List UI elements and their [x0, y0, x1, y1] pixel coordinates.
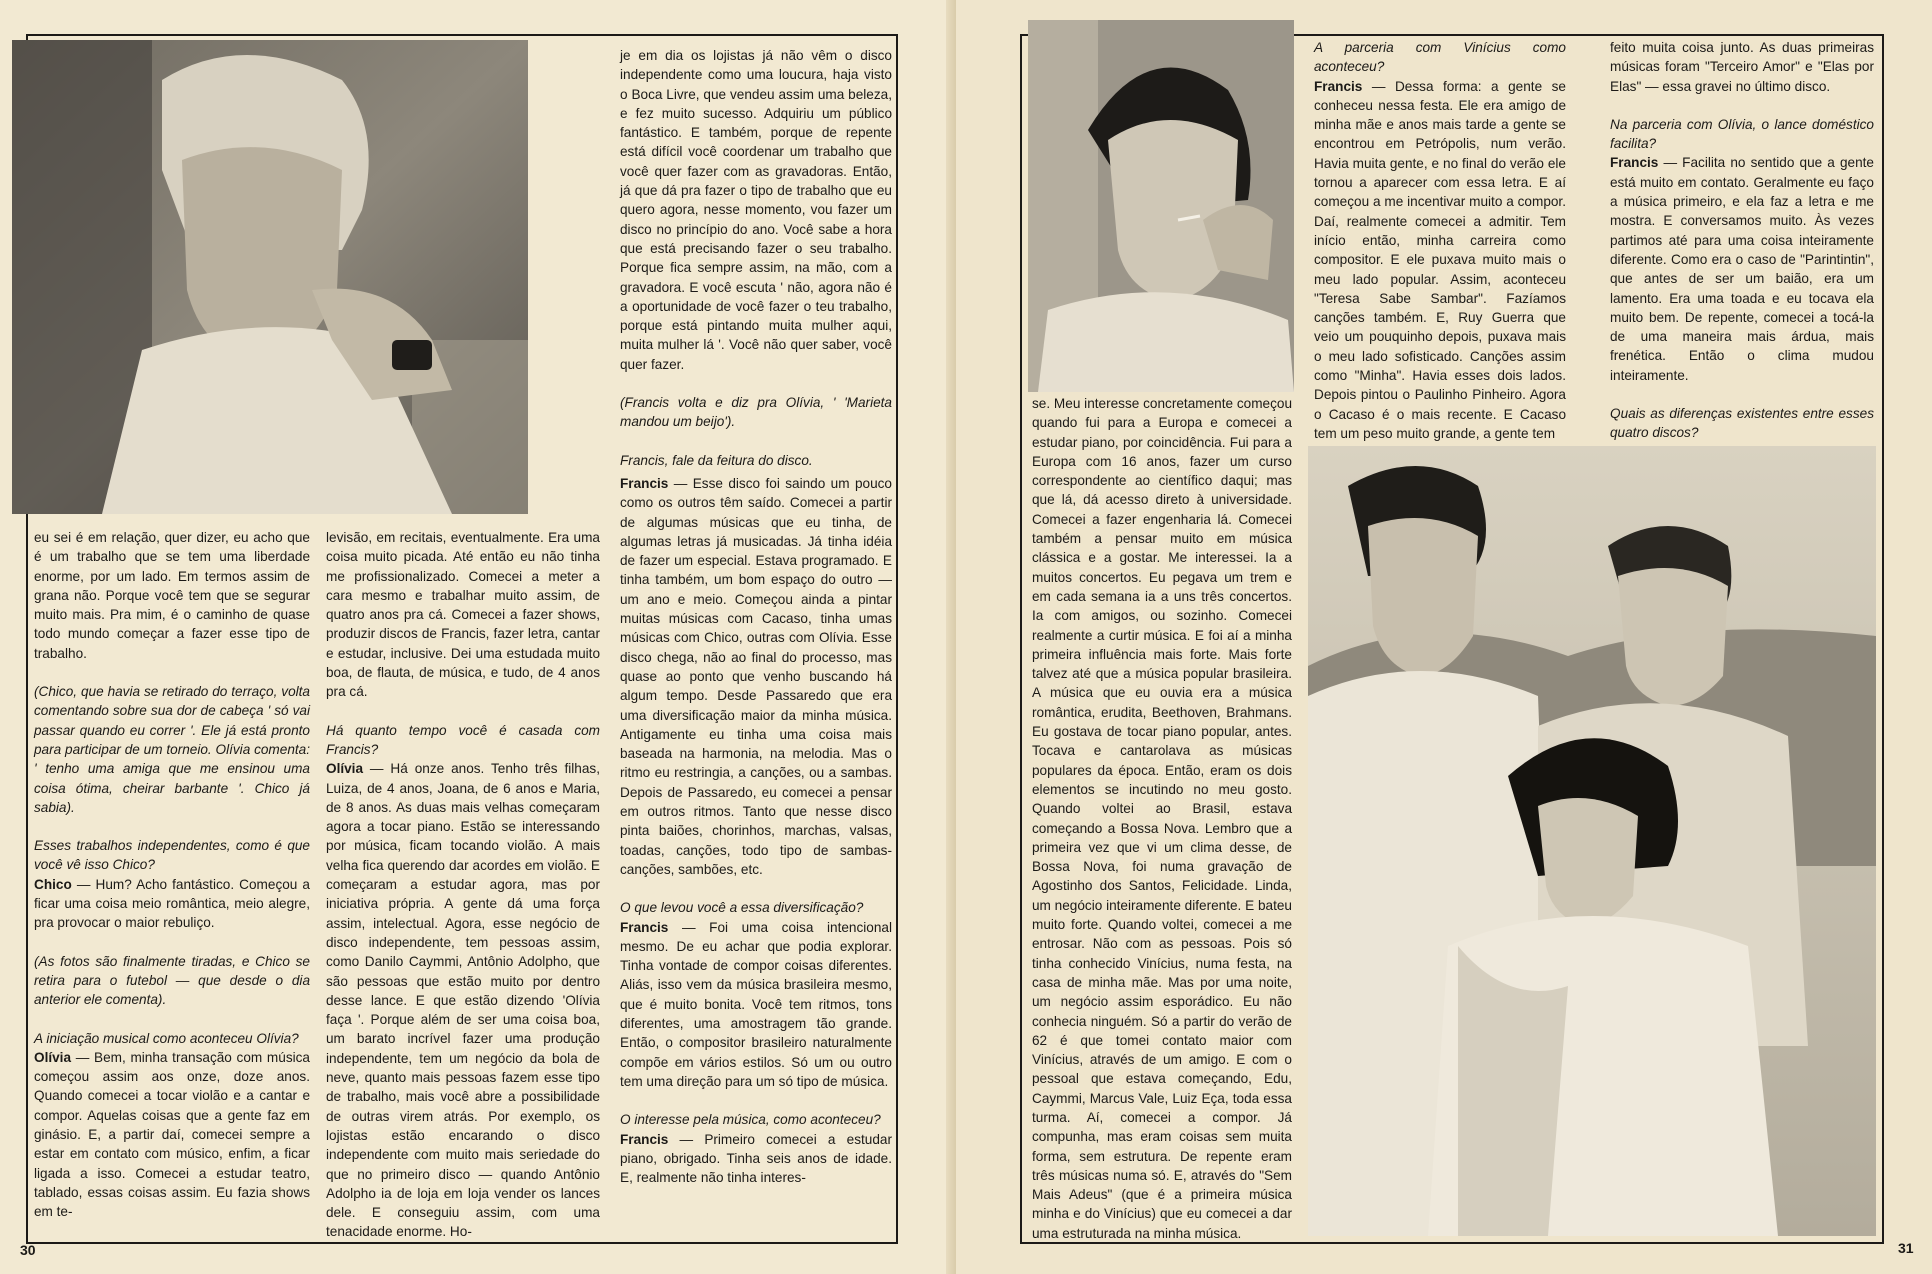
- left-col1-question-2: A iniciação musical como aconteceu Olívia?: [34, 1030, 299, 1046]
- page-number-left: 30: [20, 1242, 36, 1258]
- left-col1-question-1: Esses trabalhos independentes, como é que você vê isso Chico?: [34, 838, 310, 873]
- photo-francis-portrait: [12, 40, 528, 514]
- right-col-b-question-1: Na parceria com Olívia, o lance doméstico facilita?: [1610, 116, 1874, 152]
- right-col-b-question-2: Quais as diferenças existentes entre esses quatro discos?: [1610, 406, 1874, 441]
- speaker-olivia: Olívia: [326, 761, 364, 777]
- right-col-b-answer: — Facilita no sentido que a gente está muito em contato. Geralmente eu faço a música primeiro, e ela faz a letra e me mostra. E conversamos muito. Às vezes partimos até para uma coisa inteiramente diferente. Como era o caso de "Parintintin", que antes de ser um baião, era um lamento. Era uma toada e eu tocava ela muito bem. De repente, comecei a tocá-la de uma maneira mais árdua, mais frenética. Então o clima mudou inteiramente.: [1610, 155, 1874, 383]
- speaker-francis: Francis: [620, 919, 669, 935]
- left-col2-answer-olivia: — Há onze anos. Tenho três filhas, Luiza, de 4 anos, Joana, de 6 anos e Maria, de 8 anos. As duas mais velhas começaram agora a tocar piano. Estão se interessando por música, ficam tocando violão. A mais velha fica querendo dar acordes em violão. E começaram a estudar agora, mas por iniciativa própria. A gente dá uma força assim, intelectual. Agora, esse negócio de disco independente, tem pessoas assim, como Danilo Caymmi, Antônio Adolpho, que são pessoas que estão muito por dentro desse lance. E que estão dizendo 'Olívia faça '. Porque além de ser uma coisa boa, um barato incrível fazer uma produção independente, tem um negócio da bola de neve, quanto mais pessoas fazem esse tipo de trabalho, mais você abre a possibilidade de outras virem atrás. Por exemplo, os lojistas estão encarando o disco independente com muito mais seriedade do que no primeiro disco — quando Antônio Adolpho ia de loja em loja vender os lances dele. E conseguiu assim, com uma tenacidade enorme. Ho-: [326, 761, 600, 1240]
- right-col-b-paragraph-1: feito muita coisa junto. As duas primeiras músicas foram "Terceiro Amor" e "Elas por Elas" — essa gravei no último disco.: [1610, 40, 1874, 94]
- photo-group: [1308, 446, 1876, 1236]
- left-col3-top-paragraph-1: je em dia os lojistas já não vêm o disco independente como uma loucura, haja visto o Boca Livre, que vendeu assim uma beleza, e fez muito sucesso. Adquiriu um público fantástico. E também, porque de repente está difícil você coordenar um trabalho que você quer fazer com as gravadoras. Então, já que dá pra fazer o tipo de trabalho que eu quero agora, nesse momento, vou fazer um disco no princípio do ano. Você sabe a hora que está precisando fazer o seu trabalho. Porque fica sempre assim, na mão, com a gravadora. E você escuta ' não, agora não é a oportunidade de você fazer o teu trabalho, porque está pintando muita mulher aqui, muita mulher lá '. Você não quer saber, você quer fazer.: [620, 48, 892, 372]
- left-col1: [34, 528, 310, 1230]
- left-page: [0, 0, 956, 1274]
- left-col1-paragraph-1: eu sei é em relação, quer dizer, eu acho que é um trabalho que se tem uma liberdade enorme, por um lado. Em termos assim de grana não. Porque você tem que se segurar muito mais. Pra mim, é o caminho de quase todo mundo começar a fazer esse tipo de trabalho.: [34, 530, 310, 661]
- left-col3-bottom: [620, 474, 892, 1230]
- left-col2-paragraph-1: levisão, em recitais, eventualmente. Era uma coisa muito picada. Até então eu não tinha me profissionalizado. Comecei a meter a cara mesmo e trabalhar muito assim, de quatro anos pra cá. Comecei a fazer shows, produzir discos de Francis, fazer letra, cantar e estudar, inclusive. Dei uma estudada muito boa, de flauta, de música, e tudo, de 4 anos pra cá.: [326, 530, 600, 700]
- left-col2-question: Há quanto tempo você é casada com Francis?: [326, 722, 600, 757]
- speaker-olivia: Olívia: [34, 1049, 72, 1065]
- photo-group-image: [1308, 446, 1876, 1236]
- left-col3-question-2: O interesse pela música, como aconteceu?: [620, 1112, 881, 1128]
- photo-francis-portrait-image: [12, 40, 528, 514]
- left-col1-answer-olivia: — Bem, minha transação com música começou assim aos onze, doze anos. Quando comecei a tocar violão e a cantar e compor. Aquelas coisas que a gente faz em ginásio. E, a partir daí, comecei sempre a estar em contato com músico, enfim, a ficar ligada a isso. Comecei a estudar teatro, tablado, essas coisas assim. Eu fazia shows em te-: [34, 1049, 310, 1220]
- left-col3-answer-1: — Esse disco foi saindo um pouco como os outros têm saído. Comecei a partir de algumas músicas que eu tinha, de algumas letras já musicadas. Já tinha idéia de fazer um especial. Estava programado. E tinha também, um bom espaço do outro — um ano e meio. Começou ainda a pintar muitas músicas com Cacaso, tinha umas músicas com Chico, outras com Olívia. Esse disco chega, não ao final do processo, mas quase ao ponto que venho buscando há algum tempo. Desde Passaredo que era uma diversificação maior da minha música. Antigamente eu tinha uma coisa mais baseada na harmonia, na melodia. Mas o ritmo eu restringia, a canções, ou a sambas. Depois de Passaredo, eu comecei a pensar em outros ritmos. Tanto que nesse disco pinta baiões, chorinhos, marchas, valsas, toadas, canções, todo tipo de sambas-canções, sambões, etc.: [620, 476, 892, 877]
- speaker-francis: Francis: [620, 476, 669, 491]
- left-col2: [326, 528, 600, 1240]
- left-col3-question-1: O que levou você a essa diversificação?: [620, 900, 864, 916]
- speaker-francis: Francis: [620, 1131, 669, 1147]
- left-col3-top-question: Francis, fale da feitura do disco.: [620, 452, 813, 468]
- speaker-chico: Chico: [34, 876, 72, 892]
- left-col1-paragraph-5: (As fotos são finalmente tiradas, e Chico se retira para o futebol — que desde o dia anterior ele comenta).: [34, 953, 310, 1008]
- photo-chico-smoking: [1028, 20, 1294, 392]
- left-col3-answer-3: — Primeiro comecei a estudar piano, obrigado. Tinha seis anos de idade. E, realmente não tinha interes-: [620, 1131, 892, 1186]
- right-col-c: [1032, 394, 1292, 1241]
- left-col3-answer-2: — Foi uma coisa intencional mesmo. De eu achar que podia explorar. Tinha vontade de compor coisas diferentes. Aliás, isso vem da música brasileira mesmo, que é muito bonita. Você tem ritmos, tons diferentes, uma amostragem tão grande. Então, o compositor brasileiro naturalmente compõe em vários estilos. Só um ou outro tem uma direção para um só tipo de música.: [620, 919, 892, 1089]
- speaker-francis: Francis: [1314, 78, 1363, 94]
- right-col-a: [1314, 38, 1566, 441]
- right-page: [956, 0, 1932, 1274]
- left-col1-paragraph-2: (Chico, que havia se retirado do terraço, volta comentando sobre sua dor de cabeça ' só vai passar quando eu correr '. Ele já está pronto para participar de um torneio. Olívia comenta: ' tenho uma amiga que me ensinou uma coisa ótima, cheirar barbante '. Chico já sabia).: [34, 684, 310, 815]
- photo-chico-smoking-image: [1028, 20, 1294, 392]
- right-col-b: [1610, 38, 1874, 441]
- left-col3-top-paragraph-2: (Francis volta e diz pra Olívia, ' 'Marieta mandou um beijo').: [620, 395, 892, 430]
- speaker-francis: Francis: [1610, 155, 1659, 171]
- left-col1-answer-chico: — Hum? Acho fantástico. Começou a ficar uma coisa meio romântica, meio alegre, pra provocar o maior rebuliço.: [34, 876, 310, 931]
- right-col-c-paragraph: se. Meu interesse concretamente começou quando fui para a Europa e comecei a estudar piano, por coincidência. Fui para a Europa com 16 anos, fazer um curso correspondente ao científico daqui; mas que lá, dá acesso direto à universidade. Comecei a fazer engenharia lá. Comecei também a pensar muito em música clássica e a gostar. Me interessei. Ia a muitos concertos. Eu pegava um trem e em cada semana ia a uns três concertos. Ia com amigos, ou sozinho. Comecei realmente a curtir música. E foi aí a minha primeira influência mais forte. Mais forte talvez até que a música popular brasileira. A música que eu ouvia era a música romântica, erudita, Beethoven, Brahmans. Eu gostava de tocar piano popular, antes. Tocava e cantarolava as músicas populares da época. Então, eram os dois elementos se incutindo no meu gosto. Quando voltei ao Brasil, estava começando a Bossa Nova. Lembro que a primeira vez que vi um clima desse, de Bossa Nova, foi numa gravação de Agostinho dos Santos, Felicidade. Linda, um negócio inteiramente diferente. E bateu muito forte. Quando voltei, comecei a me entrosar. Não com as pessoas. Pois só tinha conhecido Vinícius, numa festa, na casa de minha mãe. Mas por uma noite, um negócio assim esporádico. Eu não conhecia ninguém. Só a partir do verão de 62 é que tomei contato maior com Vinícius, através de um amigo. E com o pessoal que estava começando, Edu, Caymmi, Marcus Vale, Luiz Eça, toda essa turma. Aí, comecei a compor. Já compunha, mas eram coisas sem muita forma, sem estrutura. De repente eram três músicas numa só. E, através do "Sem Mais Adeus" (que é a primeira música minha e do Vinícius) que eu comecei a dar uma estruturada na minha música.: [1032, 396, 1292, 1241]
- right-col-a-question: A parceria com Vinícius como aconteceu?: [1314, 40, 1566, 75]
- right-col-a-answer: — Dessa forma: a gente se conheceu nessa festa. Ele era amigo de minha mãe e anos mais tarde a gente se encontrou em Petrópolis, num verão. Havia muita gente, e no final do verão ele tornou a aparecer com essa letra. E aí começou a me incentivar muito a compor. Daí, realmente comecei a admitir. Tem início então, minha carreira como compositor. E ele puxava muito mais o meu lado popular. Assim, aconteceu "Teresa Sabe Sambar". Fazíamos canções também. E, Ruy Guerra que veio um pouquinho depois, puxava mais o meu lado sofisticado. Canções assim como "Minha". Havia esses dois lados. Depois pintou o Paulinho Pinheiro. Agora o Cacaso é o mais recente. E Cacaso tem um peso muito grande, a gente tem: [1314, 78, 1566, 441]
- left-col3-top: [620, 46, 892, 470]
- page-number-right: 31: [1898, 1240, 1914, 1256]
